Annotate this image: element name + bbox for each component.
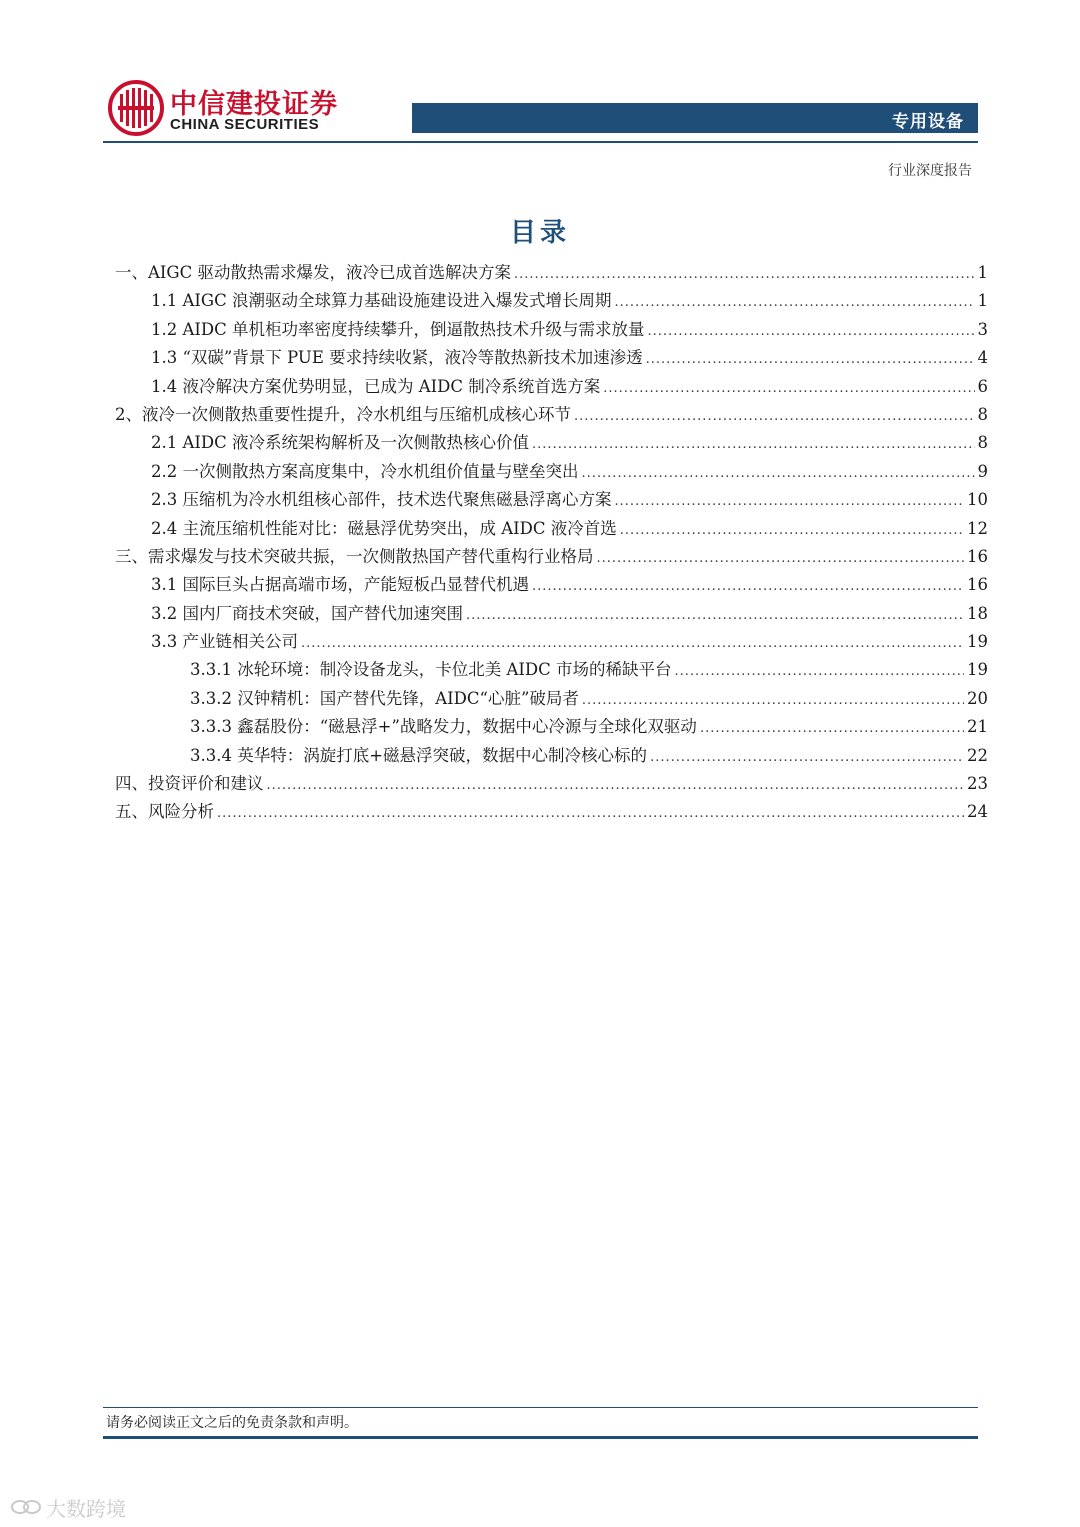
dot-leader [614, 289, 974, 317]
dot-leader [603, 375, 974, 403]
toc-entry-text: 2、液冷一次侧散热重要性提升，冷水机组与压缩机成核心环节 [115, 404, 571, 424]
dot-leader [650, 744, 964, 772]
toc-entry[interactable] [115, 259, 988, 287]
toc-entry[interactable] [115, 287, 988, 315]
table-of-contents [115, 259, 988, 827]
toc-page-number: 8 [977, 404, 988, 424]
toc-entry[interactable] [115, 458, 988, 486]
toc-entry-text: 3.3 产业链相关公司 [151, 632, 298, 652]
dot-leader [675, 658, 964, 686]
toc-page-number: 1 [977, 263, 988, 282]
watermark [10, 1493, 150, 1521]
disclaimer-note: 请务必阅读正文之后的免责条款和声明。 [106, 1415, 358, 1431]
toc-entry[interactable] [115, 373, 988, 401]
toc-entry[interactable] [115, 742, 988, 770]
toc-entry-text: 3.2 国内厂商技术突破，国产替代加速突围 [151, 603, 463, 623]
footer-divider-thick [103, 1436, 978, 1439]
toc-entry[interactable] [115, 429, 988, 457]
dot-leader [620, 517, 964, 545]
sector-banner [412, 103, 978, 133]
toc-page-number: 16 [967, 546, 988, 566]
toc-entry-text: 1.4 液冷解决方案优势明显，已成为 AIDC 制冷系统首选方案 [151, 376, 601, 396]
toc-page-number: 4 [977, 348, 988, 368]
toc-entry[interactable] [115, 316, 988, 344]
toc-entry[interactable] [115, 401, 988, 429]
toc-entry-text: 2.2 一次侧散热方案高度集中，冷水机组价值量与壁垒突出 [151, 461, 579, 481]
toc-entry[interactable] [115, 685, 988, 713]
dot-leader [466, 602, 964, 630]
footer-divider [103, 1407, 978, 1408]
report-type-label: 行业深度报告 [888, 163, 972, 179]
dot-leader [574, 403, 975, 431]
dot-leader [532, 431, 974, 459]
toc-page-number: 18 [967, 603, 988, 623]
toc-entry[interactable] [115, 543, 988, 571]
toc-page-number: 21 [967, 717, 988, 737]
toc-page-number: 19 [967, 660, 988, 680]
dot-leader [582, 460, 975, 488]
company-logo [108, 80, 340, 138]
toc-entry[interactable] [115, 571, 988, 599]
toc-page-number: 1 [977, 291, 988, 311]
sector-label: 专用设备 [892, 112, 964, 132]
toc-entry-text: 3.1 国际巨头占据高端市场，产能短板凸显替代机遇 [151, 575, 529, 595]
dot-leader [700, 715, 964, 743]
toc-entry[interactable] [115, 770, 988, 798]
toc-title: 目录 [509, 218, 570, 248]
toc-page-number: 10 [967, 490, 988, 510]
toc-entry-text: 1.1 AIGC 浪潮驱动全球算力基础设施建设进入爆发式增长周期 [151, 291, 612, 311]
toc-entry-text: 五、风险分析 [115, 802, 214, 822]
toc-page-number: 3 [977, 319, 988, 339]
toc-page-number: 16 [967, 575, 988, 595]
toc-page-number: 12 [967, 518, 988, 538]
watermark-text: 大数跨境 [46, 1497, 126, 1521]
toc-page-number: 24 [967, 802, 988, 822]
dot-leader [615, 488, 965, 516]
logo-chinese-name: 中信建投证券 [170, 89, 338, 120]
toc-entry-text: 3.3.3 鑫磊股份：“磁悬浮+”战略发力，数据中心冷源与全球化双驱动 [190, 717, 697, 737]
toc-page-number: 9 [977, 461, 988, 481]
toc-page-number: 6 [977, 376, 988, 396]
toc-entry-text: 四、投资评价和建议 [115, 774, 264, 794]
toc-entry-text: 1.2 AIDC 单机柜功率密度持续攀升，倒逼散热技术升级与需求放量 [151, 319, 645, 339]
logo-emblem-icon [108, 80, 164, 136]
toc-entry-text: 2.3 压缩机为冷水机组核心部件，技术迭代聚焦磁悬浮离心方案 [151, 490, 612, 510]
dot-leader [301, 630, 964, 658]
toc-entry[interactable] [115, 713, 988, 741]
toc-entry[interactable] [115, 628, 988, 656]
header-divider [103, 141, 978, 143]
dot-leader [532, 573, 964, 601]
toc-entry[interactable] [115, 486, 988, 514]
toc-entry-text: 2.1 AIDC 液冷系统架构解析及一次侧散热核心价值 [151, 433, 530, 453]
toc-entry-text: 三、需求爆发与技术突破共振，一次侧散热国产替代重构行业格局 [115, 546, 594, 566]
dot-leader [582, 687, 964, 715]
toc-entry[interactable] [115, 798, 988, 826]
toc-entry-text: 3.3.2 汉钟精机：国产替代先锋，AIDC“心脏”破局者 [190, 688, 579, 708]
dot-leader [267, 772, 965, 800]
toc-entry-text: 3.3.4 英华特：涡旋打底+磁悬浮突破，数据中心制冷核心标的 [190, 745, 648, 765]
logo-english-name: CHINA SECURITIES [170, 116, 320, 133]
link-icon [10, 1495, 42, 1519]
dot-leader [648, 318, 975, 346]
toc-page-number: 8 [977, 433, 988, 453]
toc-entry[interactable] [115, 656, 988, 684]
dot-leader [217, 800, 964, 828]
toc-entry[interactable] [115, 515, 988, 543]
toc-entry-text: 1.3 “双碳”背景下 PUE 要求持续收紧，液冷等散热新技术加速渗透 [151, 348, 643, 368]
toc-entry-text: 一、AIGC 驱动散热需求爆发，液冷已成首选解决方案 [115, 263, 511, 282]
dot-leader [514, 261, 975, 289]
toc-page-number: 23 [967, 774, 988, 794]
toc-page-number: 20 [967, 688, 988, 708]
toc-entry[interactable] [115, 344, 988, 372]
toc-entry-text: 3.3.1 冰轮环境：制冷设备龙头，卡位北美 AIDC 市场的稀缺平台 [190, 660, 672, 680]
toc-page-number: 22 [967, 745, 988, 765]
toc-entry[interactable] [115, 600, 988, 628]
dot-leader [646, 346, 975, 374]
toc-page-number: 19 [967, 632, 988, 652]
dot-leader [597, 545, 965, 573]
toc-entry-text: 2.4 主流压缩机性能对比：磁悬浮优势突出，成 AIDC 液冷首选 [151, 518, 617, 538]
